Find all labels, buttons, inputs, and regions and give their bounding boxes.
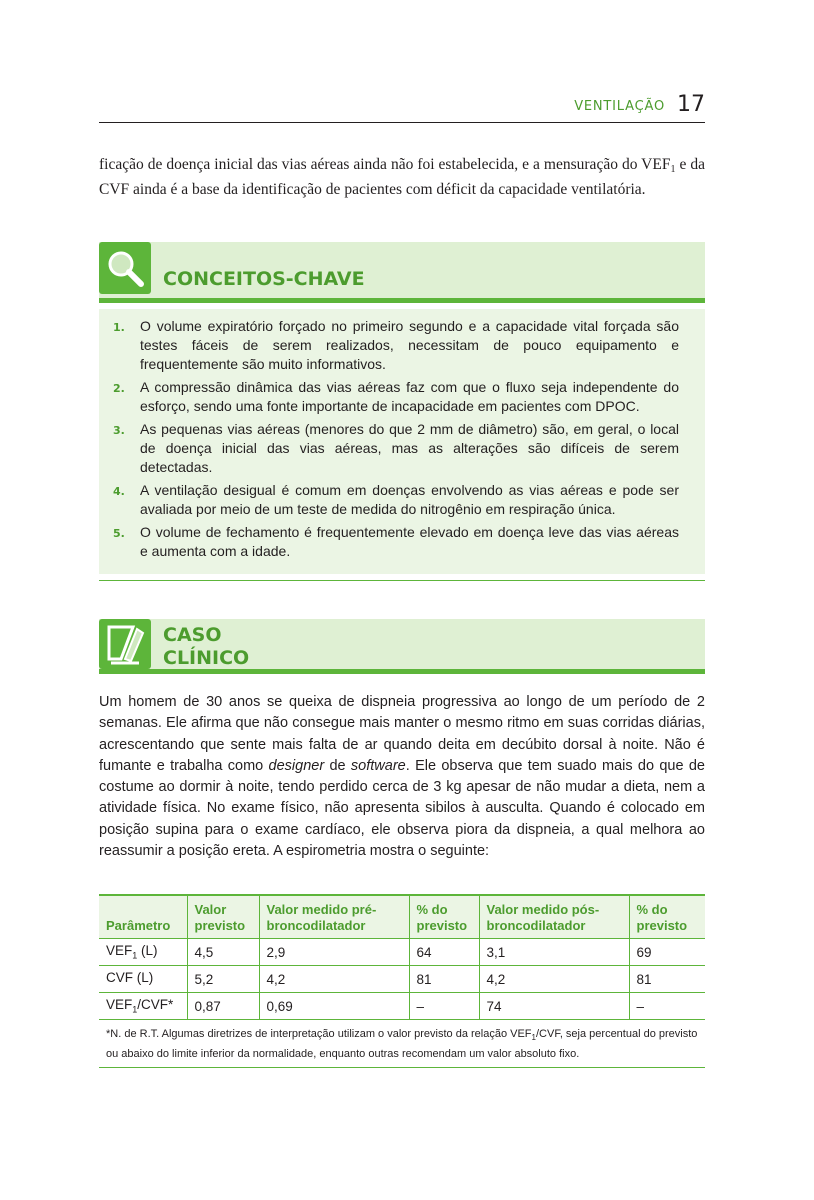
spirometry-table (99, 894, 705, 1019)
cell-pct-post: 81 (629, 966, 705, 993)
page-number: 17 (677, 92, 705, 117)
cell-pre: 2,9 (259, 939, 409, 966)
table-header-row (99, 895, 705, 939)
cell-pre: 4,2 (259, 966, 409, 993)
cell-parameter: $VEF_1$ (L) (99, 939, 187, 966)
header-pre-bronchodilator: Valor medido pré-broncodilatador (259, 895, 409, 939)
cell-predicted: 4,5 (187, 939, 259, 966)
table-row (99, 966, 705, 993)
cell-pct-pre: – (409, 993, 479, 1020)
key-concepts-list (99, 309, 705, 561)
spirometry-table-wrapper (99, 894, 705, 1068)
list-item: 4. A ventilação desigual é comum em doenças envolvendo as vias aéreas e pode ser avaliada por meio de um teste de medida do nitrogênio em respiração única. (113, 482, 679, 517)
section-title: VENTILAÇÃO (574, 99, 665, 114)
clinical-case-title: CASO CLÍNICO (163, 624, 250, 669)
table-footnote: *N. de R.T. Algumas diretrizes de interpretação utilizam o valor previsto da relação $VEF_1$/CVF, seja percentual do previsto ou abaixo do limite inferior da normalidade, enquanto outras recomendam um valor absoluto fixo. (99, 1019, 705, 1068)
key-concepts-title: CONCEITOS-CHAVE (163, 268, 365, 290)
list-item: 3. As pequenas vias aéreas (menores do que 2 mm de diâmetro) são, em geral, o local de doença inicial das vias aéreas, mas as alterações são difíceis de serem detectadas. (113, 421, 679, 475)
header-percent-predicted-pre: % do previsto (409, 895, 479, 939)
cell-parameter: $VEF_1/CVF*$ (99, 993, 187, 1020)
list-item: 2. A compressão dinâmica das vias aéreas faz com que o fluxo seja independente do esforço, sendo uma fonte importante de incapacidade em pacientes com DPOC. (113, 379, 679, 414)
intro-paragraph: ficação de doença inicial das vias aéreas ainda não foi estabelecida, e a mensuração do $VEF_1$ e da CVF ainda é a base da identificação de pacientes com déficit da capacidade ventilatória. (99, 156, 705, 198)
header-parameter: Parâmetro (99, 895, 187, 939)
table-row (99, 993, 705, 1020)
magnifier-icon (99, 242, 151, 294)
key-concepts-header (99, 242, 705, 303)
cell-predicted: 5,2 (187, 966, 259, 993)
cell-pct-pre: 64 (409, 939, 479, 966)
header-post-bronchodilator: Valor medido pós-broncodilatador (479, 895, 629, 939)
cell-post: 3,1 (479, 939, 629, 966)
cell-pct-post: 69 (629, 939, 705, 966)
cell-parameter: CVF (L) (99, 966, 187, 993)
cell-pct-pre: 81 (409, 966, 479, 993)
cell-pre: 0,69 (259, 993, 409, 1020)
list-item: 5. O volume de fechamento é frequentemente elevado em doença leve das vias aéreas e aumenta com a idade. (113, 524, 679, 559)
clinical-case-header (99, 619, 705, 674)
key-concepts-box (99, 309, 705, 574)
cell-pct-post: – (629, 993, 705, 1020)
page-header (99, 92, 705, 123)
cell-post: 4,2 (479, 966, 629, 993)
divider (99, 580, 705, 581)
cell-post: 74 (479, 993, 629, 1020)
list-item: 1. O volume expiratório forçado no primeiro segundo e a capacidade vital forçada são testes fáceis de serem realizados, necessitam de pouco equipamento e frequentemente são muito informativos. (113, 318, 679, 372)
table-row (99, 939, 705, 966)
clinical-case-icon (99, 619, 151, 669)
header-predicted: Valor previsto (187, 895, 259, 939)
cell-predicted: 0,87 (187, 993, 259, 1020)
header-percent-predicted-post: % do previsto (629, 895, 705, 939)
clinical-case-paragraph: Um homem de 30 anos se queixa de dispneia progressiva ao longo de um período de 2 semanas. Ele afirma que não consegue mais manter o mesmo ritmo em suas corridas diárias, acrescentando que sente mais falta de ar quando deita em decúbito dorsal à noite. Não é fumante e trabalha como designer de software. Ele observa que tem suado mais do que de costume ao dormir à noite, tendo perdido cerca de 3 kg apesar de não mudar a dieta, nem a atividade física. No exame físico, não apresenta sibilos à ausculta. Quando é colocado em posição supina para o exame cardíaco, ele observa piora da dispneia, a qual melhora ao reassumir a posição ereta. A espirometria mostra o seguinte: (99, 694, 706, 860)
